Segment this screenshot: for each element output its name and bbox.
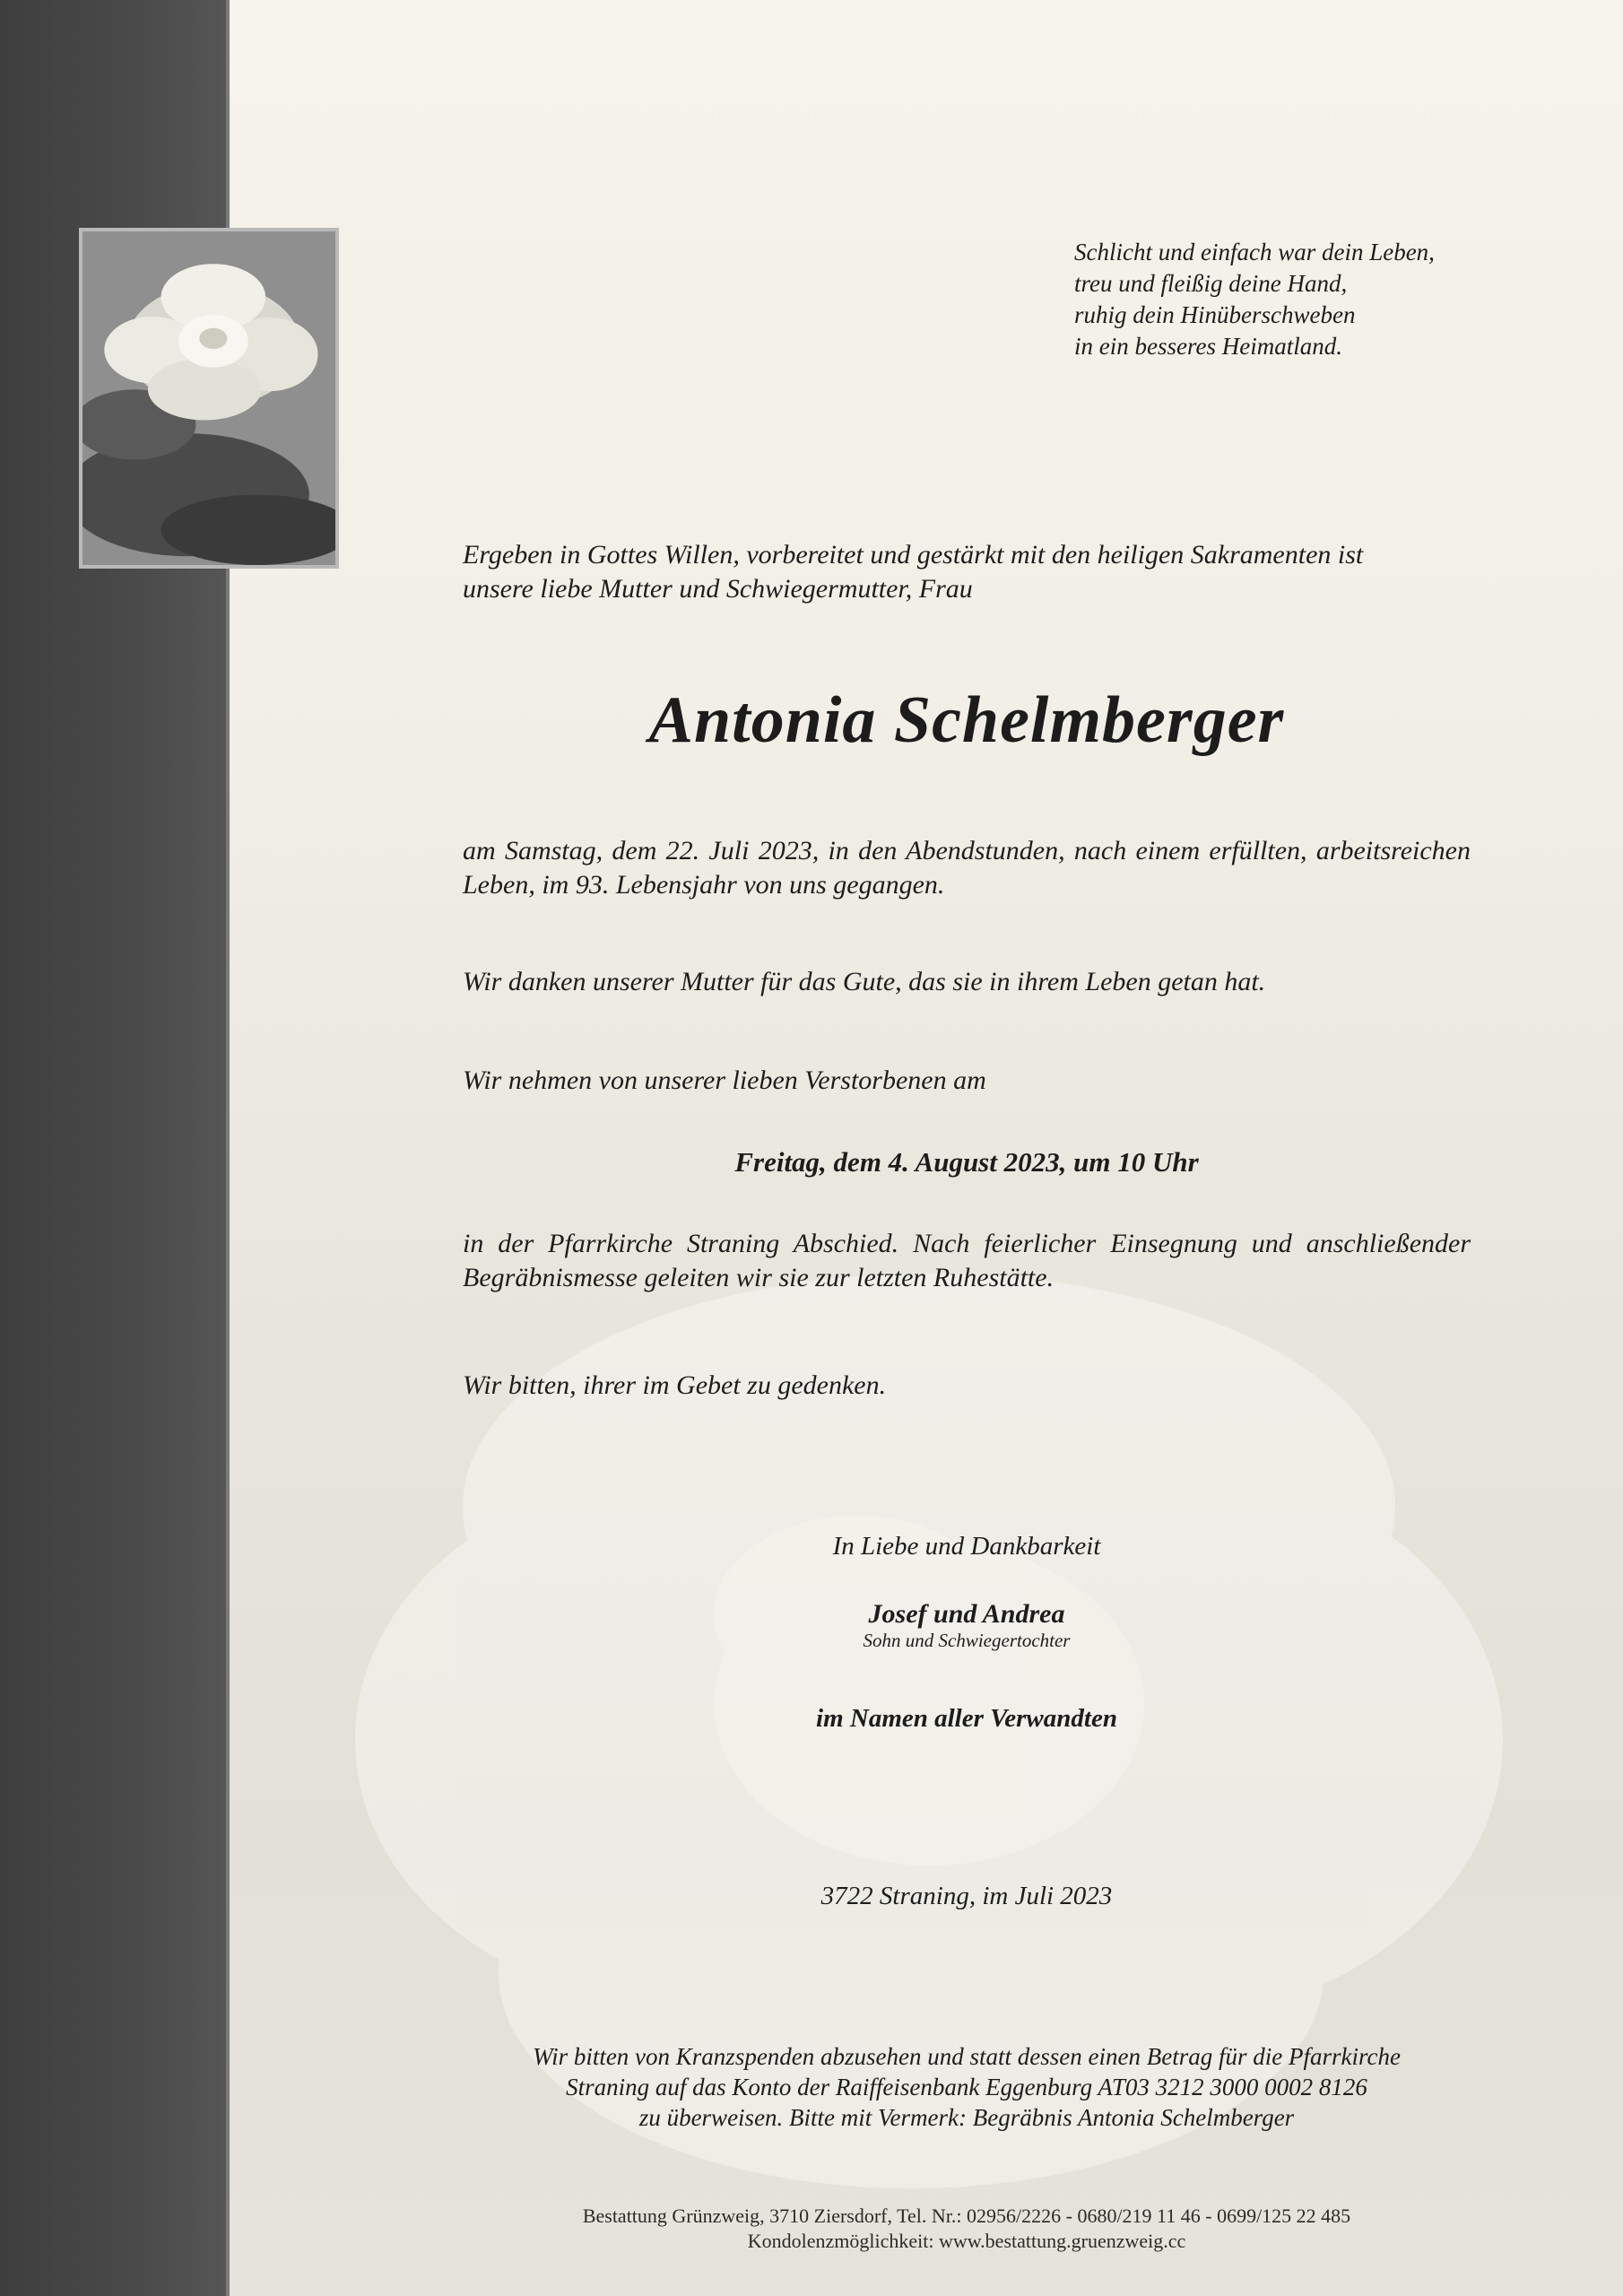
flower-photo [79, 228, 339, 569]
donation-line: Straning auf das Konto der Raiffeisenbank Eggenburg AT03 3212 3000 0002 8126 [566, 2074, 1367, 2100]
funeral-date: Freitag, dem 4. August 2023, um 10 Uhr [734, 1146, 1199, 1178]
gardenia-icon [82, 231, 335, 565]
farewell-intro: Wir nehmen von unserer lieben Verstorbenen am [463, 1065, 986, 1095]
signoff-regards: In Liebe und Dankbarkeit [832, 1532, 1101, 1561]
poem-line: treu und fleißig deine Hand, [1074, 270, 1348, 297]
poem-line: in ein besseres Heimatland. [1074, 333, 1342, 360]
donation-note [463, 2041, 1471, 2133]
footer-contact: Bestattung Grünzweig, 3710 Ziersdorf, Tel. Nr.: 02956/2226 - 0680/219 11 46 - 0699/125 22 485 [582, 2205, 1351, 2227]
intro-line: unsere liebe Mutter und Schwiegermutter, Frau [463, 574, 973, 604]
prayer-request: Wir bitten, ihrer im Gebet zu gedenken. [463, 1370, 887, 1400]
intro-line: Ergeben in Gottes Willen, vorbereitet und gestärkt mit den heiligen Sakramenten ist [463, 540, 1364, 570]
thanks-paragraph: Wir danken unserer Mutter für das Gute, das sie in ihrem Leben getan hat. [463, 967, 1266, 996]
place-and-date: 3722 Straning, im Juli 2023 [820, 1882, 1113, 1910]
funeral-home-footer [463, 2204, 1471, 2254]
donation-line: zu überweisen. Bitte mit Vermerk: Begräbnis Antonia Schelmberger [638, 2104, 1295, 2131]
donation-line: Wir bitten von Kranzspenden abzusehen und statt dessen einen Betrag für die Pfarrkirche [533, 2043, 1401, 2070]
ceremony-paragraph: in der Pfarrkirche Straning Abschied. Nach feierlicher Einsegnung und anschließender Begräbnismesse geleiten wir sie zur letzten Ruhestätte. [463, 1229, 1471, 1292]
mourner-names: Josef und Andrea [868, 1599, 1065, 1629]
family-signoff: im Namen aller Verwandten [816, 1704, 1117, 1733]
mourner-relation: Sohn und Schwiegertochter [863, 1630, 1071, 1651]
memorial-poem [1074, 237, 1487, 362]
poem-line: ruhig dein Hinüberschweben [1074, 301, 1356, 328]
passing-paragraph: am Samstag, dem 22. Juli 2023, in den Abendstunden, nach einem erfüllten, arbeitsreichen Leben, im 93. Lebensjahr von uns gegangen. [463, 836, 1471, 900]
intro-paragraph [463, 538, 1471, 606]
footer-website: Kondolenzmöglichkeit: www.bestattung.gruenzweig.cc [747, 2230, 1186, 2252]
poem-line: Schlicht und einfach war dein Leben, [1074, 239, 1435, 265]
deceased-name: Antonia Schelmberger [648, 683, 1285, 757]
